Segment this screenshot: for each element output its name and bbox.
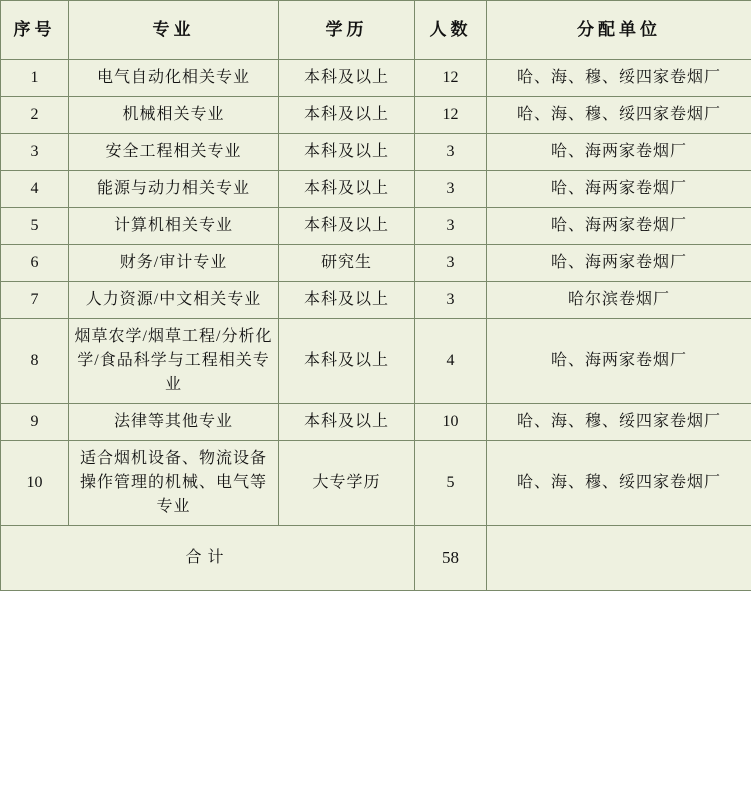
cell-count: 12 (415, 60, 487, 97)
column-header-count: 人数 (415, 1, 487, 60)
column-header-major: 专业 (69, 1, 279, 60)
cell-count: 3 (415, 208, 487, 245)
cell-unit: 哈、海两家卷烟厂 (487, 171, 751, 208)
cell-edu: 本科及以上 (279, 282, 415, 319)
cell-edu: 本科及以上 (279, 97, 415, 134)
table-row (1, 208, 751, 245)
cell-count: 3 (415, 282, 487, 319)
cell-edu: 本科及以上 (279, 404, 415, 441)
table-row (1, 60, 751, 97)
column-header-edu: 学历 (279, 1, 415, 60)
table-row (1, 404, 751, 441)
cell-count: 12 (415, 97, 487, 134)
cell-major: 能源与动力相关专业 (69, 171, 279, 208)
cell-no: 5 (1, 208, 69, 245)
cell-unit: 哈尔滨卷烟厂 (487, 282, 751, 319)
cell-major: 财务/审计专业 (69, 245, 279, 282)
cell-no: 8 (1, 319, 69, 404)
cell-no: 9 (1, 404, 69, 441)
cell-no: 4 (1, 171, 69, 208)
table-total-row (1, 526, 751, 591)
cell-count: 3 (415, 245, 487, 282)
cell-major: 人力资源/中文相关专业 (69, 282, 279, 319)
cell-unit: 哈、海、穆、绥四家卷烟厂 (487, 441, 751, 526)
table-header (1, 1, 751, 60)
cell-unit: 哈、海两家卷烟厂 (487, 319, 751, 404)
total-count: 58 (415, 526, 487, 591)
cell-no: 1 (1, 60, 69, 97)
cell-edu: 研究生 (279, 245, 415, 282)
cell-no: 2 (1, 97, 69, 134)
cell-edu: 本科及以上 (279, 319, 415, 404)
cell-no: 6 (1, 245, 69, 282)
table-body (1, 60, 751, 591)
column-header-unit: 分配单位 (487, 1, 751, 60)
cell-major: 计算机相关专业 (69, 208, 279, 245)
table-row (1, 319, 751, 404)
cell-major: 电气自动化相关专业 (69, 60, 279, 97)
cell-edu: 大专学历 (279, 441, 415, 526)
table-row (1, 441, 751, 526)
cell-major: 机械相关专业 (69, 97, 279, 134)
cell-no: 3 (1, 134, 69, 171)
cell-major: 安全工程相关专业 (69, 134, 279, 171)
table-row (1, 134, 751, 171)
table-header-row (1, 1, 751, 60)
cell-edu: 本科及以上 (279, 134, 415, 171)
cell-unit: 哈、海两家卷烟厂 (487, 208, 751, 245)
table-row (1, 97, 751, 134)
cell-edu: 本科及以上 (279, 60, 415, 97)
cell-unit: 哈、海、穆、绥四家卷烟厂 (487, 60, 751, 97)
table-row (1, 171, 751, 208)
cell-no: 10 (1, 441, 69, 526)
cell-count: 3 (415, 134, 487, 171)
cell-unit: 哈、海两家卷烟厂 (487, 245, 751, 282)
cell-unit: 哈、海两家卷烟厂 (487, 134, 751, 171)
cell-count: 10 (415, 404, 487, 441)
column-header-no: 序号 (1, 1, 69, 60)
cell-unit: 哈、海、穆、绥四家卷烟厂 (487, 404, 751, 441)
total-unit (487, 526, 751, 591)
cell-unit: 哈、海、穆、绥四家卷烟厂 (487, 97, 751, 134)
cell-major: 烟草农学/烟草工程/分析化学/食品科学与工程相关专业 (69, 319, 279, 404)
cell-edu: 本科及以上 (279, 171, 415, 208)
cell-count: 3 (415, 171, 487, 208)
cell-count: 4 (415, 319, 487, 404)
cell-count: 5 (415, 441, 487, 526)
total-label: 合计 (1, 526, 415, 591)
table-row (1, 282, 751, 319)
cell-major: 法律等其他专业 (69, 404, 279, 441)
table-row (1, 245, 751, 282)
cell-major: 适合烟机设备、物流设备操作管理的机械、电气等专业 (69, 441, 279, 526)
cell-no: 7 (1, 282, 69, 319)
cell-edu: 本科及以上 (279, 208, 415, 245)
